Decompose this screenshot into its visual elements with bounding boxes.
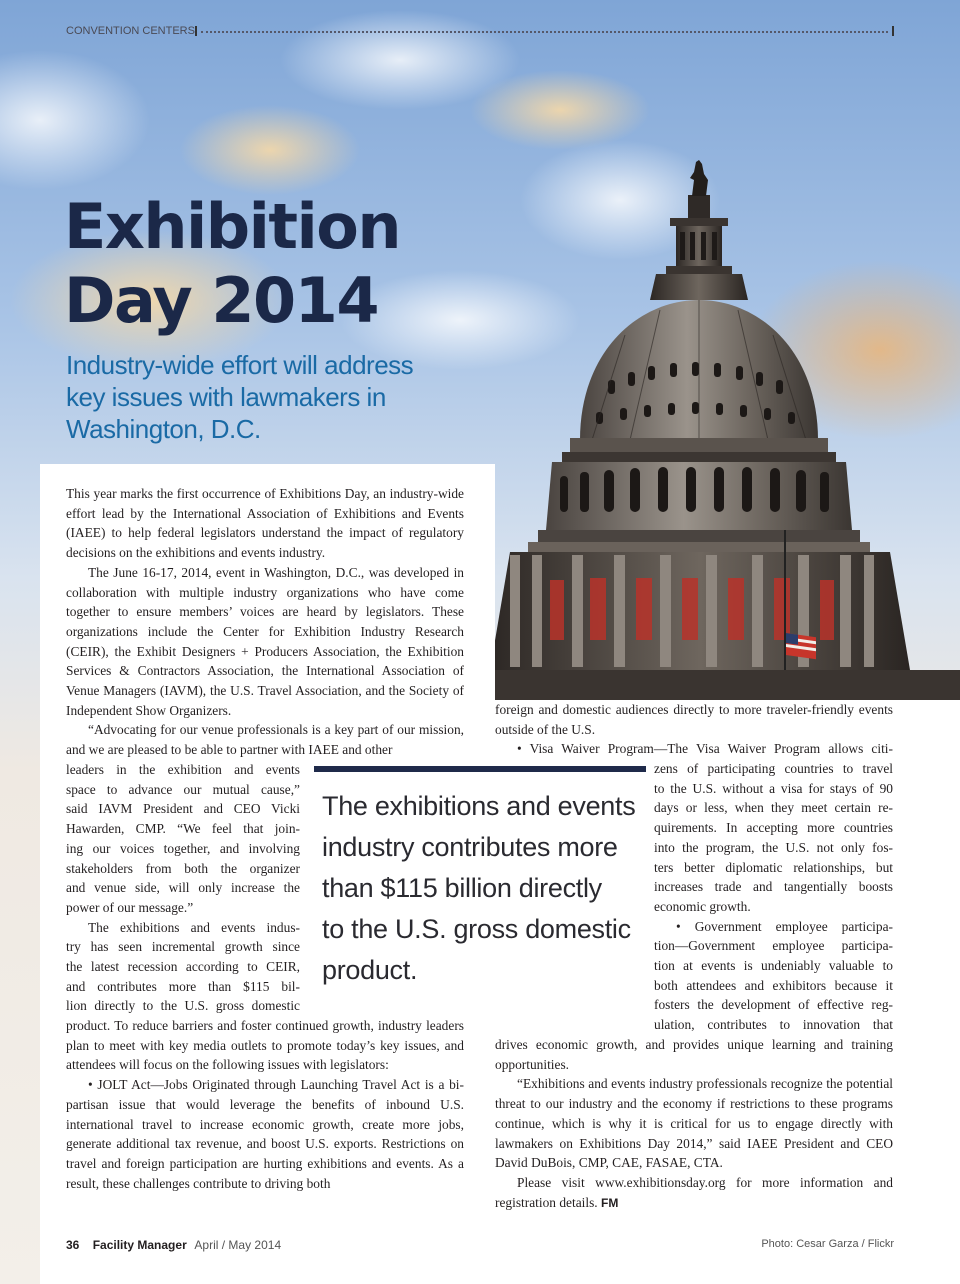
narrow-line: quirements. In accepting more countries [654, 820, 893, 836]
paragraph-intro: This year marks the first occurrence of Exhibitions Day, an industry-wide effort lead by the International Association of Exhibitions and Events (IAEE) to help federal legislators understand the impact of regulatory decisions on the exhibitions and events industry. [66, 486, 464, 561]
narrow-line: leaders in the exhibition and events [66, 762, 300, 777]
paragraph-foreign-audiences: foreign and domestic audiences directly to more traveler-friendly events outside of the U.S. [495, 702, 893, 737]
section-label: CONVENTION CENTERS [66, 25, 195, 37]
paragraph-growth-continued: product. To reduce barriers and foster continued growth, industry leaders plan to meet with key media outlets to promote today’s key issues, and attendees will focus on the following issues with legislators: [66, 1018, 464, 1073]
narrow-line: the latest recession according to CEIR, [66, 959, 300, 975]
narrow-line: space to advance our mutual cause,” [66, 781, 300, 797]
article-column-left-bottom [66, 1016, 464, 1193]
narrow-line: both attendees and exhibitors because it [654, 977, 893, 993]
narrow-line: into the program, the U.S. not only fos- [654, 839, 893, 855]
narrow-line: and venue side, will only increase the [66, 880, 300, 896]
narrow-line: stakeholders from both the organizer [66, 860, 300, 876]
narrow-line: ing our voices together, and involving [66, 840, 300, 856]
pull-quote-line: than $115 billion directly [322, 873, 602, 903]
closing-text: Please visit www.exhibitionsday.org for more information and registration details. [495, 1174, 893, 1210]
narrow-line: power of our message.” [66, 899, 194, 915]
article-subtitle [66, 349, 486, 445]
pull-quote [322, 786, 642, 991]
bullet-visa-waiver-head: • Visa Waiver Program—The Visa Waiver Program allows citi- [517, 741, 893, 757]
dome-upper-drum [546, 462, 852, 530]
paragraph-closing [495, 1173, 893, 1213]
pull-quote-line: to the U.S. gross domestic [322, 914, 631, 944]
statue-of-freedom [690, 160, 708, 196]
subtitle-line-1: Industry-wide effort will address [66, 350, 414, 380]
narrow-line: said IAVM President and CEO Vicki [66, 801, 300, 817]
photo-credit: Photo: Cesar Garza / Flickr [761, 1238, 894, 1250]
issue-date: April / May 2014 [194, 1238, 282, 1252]
bullet-government-continued: drives economic growth, and provides unique learning and training opportunities. [495, 1037, 893, 1072]
paragraph-iavm-quote-head: “Advocating for our venue professionals is a key part of our mission, and we are pleased to be able to partner with IAEE and other [66, 722, 464, 758]
article-column-right-top [495, 700, 893, 759]
header-bar-left [195, 26, 197, 36]
narrow-line: economic growth. [654, 898, 751, 914]
article-column-right-narrow [654, 759, 893, 1035]
header-bar-right [892, 26, 894, 36]
article-column-left-narrow [66, 760, 300, 1016]
narrow-line: ulation, contributes to innovation that [654, 1017, 893, 1033]
pull-quote-line: product. [322, 955, 418, 985]
narrow-line: increases trade and tangentially boosts [654, 879, 893, 895]
paragraph-organizations: The June 16-17, 2014, event in Washington, D.C., was developed in collaboration with multiple industry organizations who have come together to ensure members’ voices are heard by legislators. These organizations include the Center for Exhibition Industry Research (CEIR), the Exhibit Designers + Producers Association, the Exhibition Services & Contractors Association, the International Association of Venue Managers (IAVM), the U.S. Travel Association, and the Society of Independent Show Organizers. [66, 564, 464, 718]
narrow-line: to the U.S. without a visa for stays of 90 [654, 780, 893, 796]
pull-quote-line: industry contributes more [322, 832, 618, 862]
narrow-line: fosters the development of effective reg- [654, 997, 893, 1013]
us-flag [786, 633, 816, 659]
page-number: 36 [66, 1238, 80, 1252]
title-line-1: Exhibition [64, 190, 400, 263]
subtitle-line-3: Washington, D.C. [66, 414, 261, 444]
title-line-2: Day 2014 [64, 264, 378, 337]
narrow-line: Hawarden, CMP. “We feel that join- [66, 821, 300, 837]
narrow-line: The exhibitions and events indus- [88, 919, 300, 935]
subtitle-line-2: key issues with lawmakers in [66, 382, 386, 412]
page-footer [66, 1238, 281, 1252]
narrow-line: lion directly to the U.S. gross domestic [66, 998, 300, 1014]
capitol-dome-photo [480, 150, 960, 700]
bullet-jolt-act: • JOLT Act—Jobs Originated through Launching Travel Act is a bi-partisan issue that would leverage the benefits of inbound U.S. international travel to increase economic growth, create more jobs, generate additional tax revenue, and boost U.S. exports. Restrictions on travel and foreign participation are hurting exhibitions and events. As a result, these challenges contribute to driving both [66, 1077, 464, 1191]
article-column-left-top [66, 484, 464, 760]
narrow-line: tion—Government employee participa- [654, 938, 893, 954]
narrow-line: days or less, when they meet certain re- [654, 800, 893, 816]
magazine-name: Facility Manager [92, 1238, 187, 1252]
narrow-line: try has seen incremental growth since [66, 939, 300, 955]
narrow-line: ters better diplomatic relationships, but [654, 859, 893, 875]
narrow-line: and contributes more than $115 bil- [66, 978, 300, 994]
narrow-line: tion at events is undeniably valuable to [654, 958, 893, 974]
article-title [64, 190, 400, 338]
narrow-line: zens of participating countries to travel [654, 761, 893, 776]
article-column-right-bottom [495, 1035, 893, 1213]
statue-pedestal [688, 195, 710, 219]
paragraph-iaee-quote: “Exhibitions and events industry professionals recognize the potential threat to our industry and the economy if restrictions to these programs continue, which is why it is critical for us to engage directly with lawmakers on Exhibitions Day 2014,” said IAEE President and CEO David DuBois, CMP, CAE, FASAE, CTA. [495, 1076, 893, 1171]
header-dotted-rule [201, 31, 888, 33]
pull-quote-rule [314, 766, 646, 772]
section-header [66, 23, 894, 39]
pull-quote-line: The exhibitions and events [322, 791, 636, 821]
narrow-line: • Government employee participa- [676, 918, 893, 934]
end-mark: FM [601, 1195, 619, 1210]
